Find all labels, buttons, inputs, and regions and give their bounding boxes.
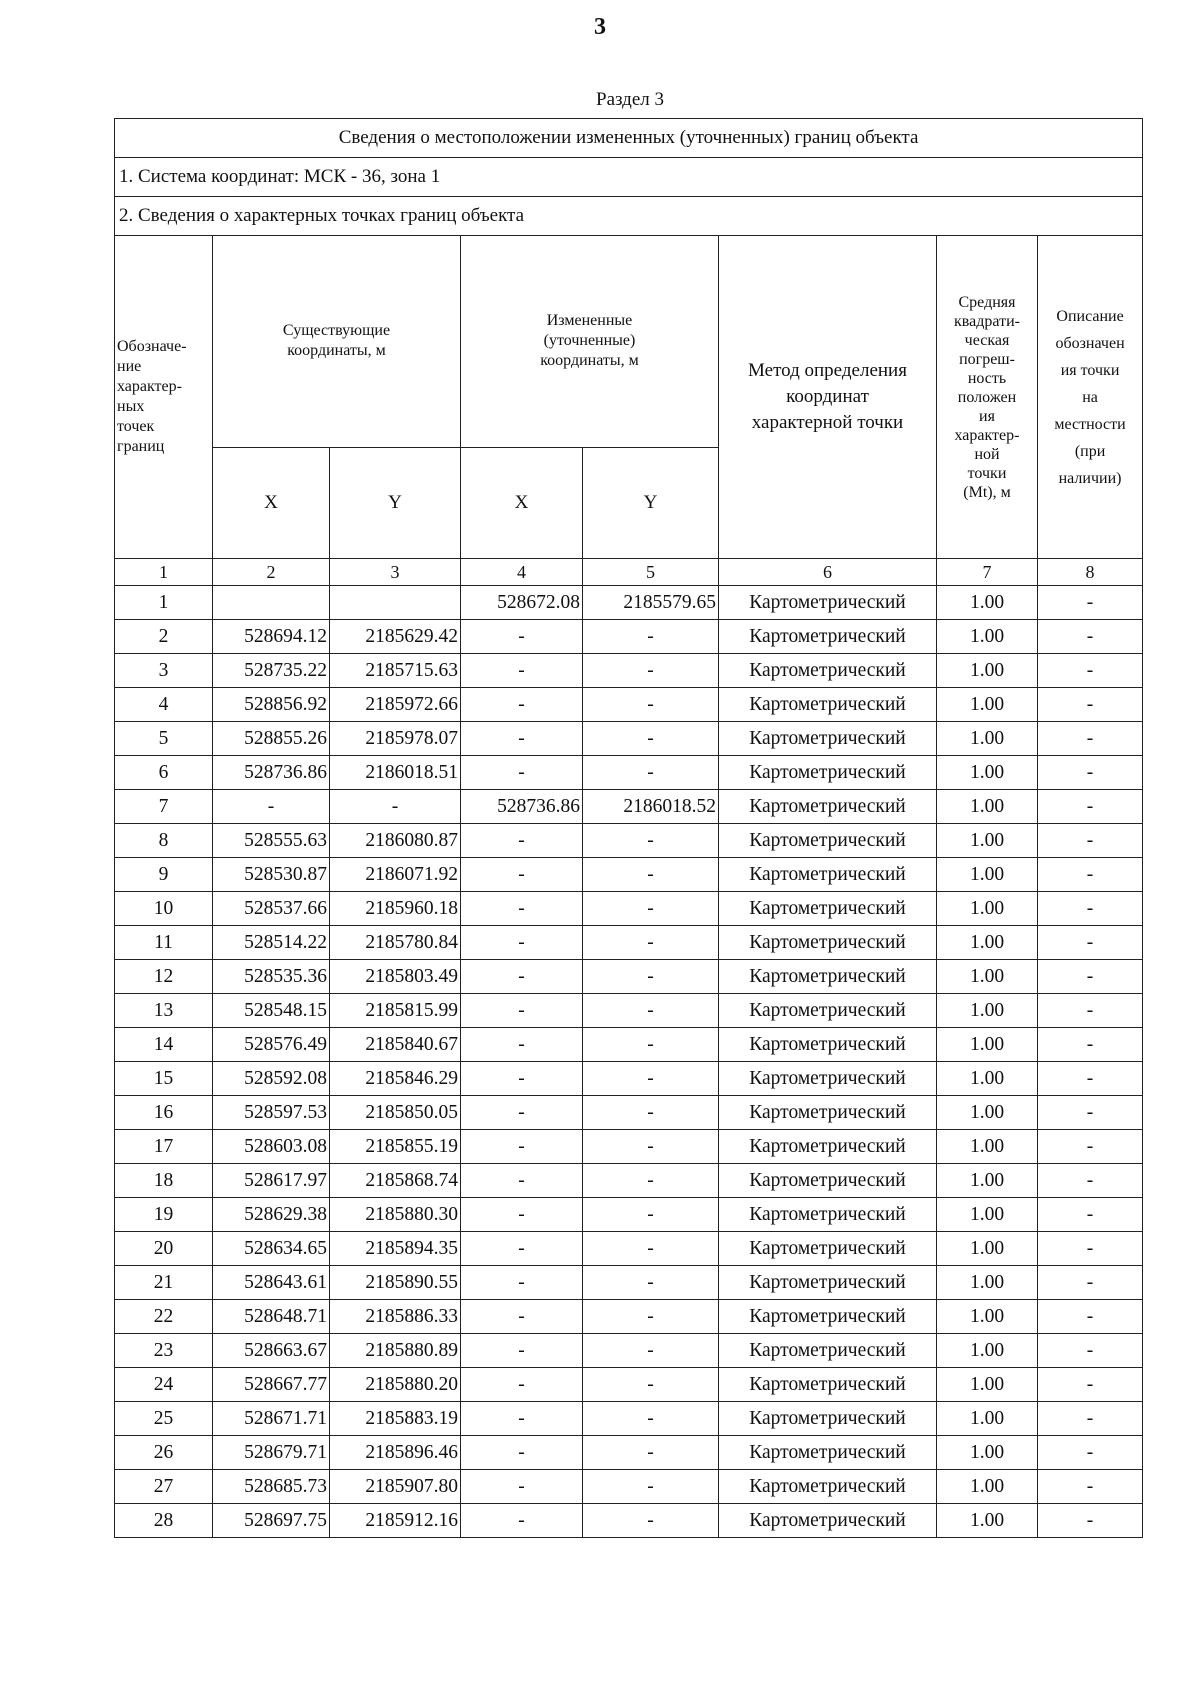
description: - <box>1038 858 1143 892</box>
description: - <box>1038 824 1143 858</box>
mean-error: 1.00 <box>937 824 1038 858</box>
method: Картометрический <box>719 960 937 994</box>
changed-y: - <box>583 858 719 892</box>
mean-error: 1.00 <box>937 1368 1038 1402</box>
description: - <box>1038 960 1143 994</box>
existing-y: 2185896.46 <box>330 1436 461 1470</box>
method: Картометрический <box>719 926 937 960</box>
description: - <box>1038 790 1143 824</box>
changed-x: - <box>461 1266 583 1300</box>
method: Картометрический <box>719 1368 937 1402</box>
mean-error: 1.00 <box>937 892 1038 926</box>
description: - <box>1038 1300 1143 1334</box>
method: Картометрический <box>719 1470 937 1504</box>
method: Картометрический <box>719 722 937 756</box>
column-number: 4 <box>461 559 583 586</box>
changed-x: - <box>461 994 583 1028</box>
changed-y: - <box>583 1028 719 1062</box>
table-row <box>115 1232 1143 1266</box>
description: - <box>1038 1096 1143 1130</box>
changed-y: - <box>583 1436 719 1470</box>
mean-error: 1.00 <box>937 620 1038 654</box>
changed-x: - <box>461 1470 583 1504</box>
existing-x: 528555.63 <box>213 824 330 858</box>
existing-y: 2185868.74 <box>330 1164 461 1198</box>
changed-y: - <box>583 1130 719 1164</box>
table-row <box>115 960 1143 994</box>
changed-y: - <box>583 620 719 654</box>
mean-error: 1.00 <box>937 1504 1038 1538</box>
existing-x: 528855.26 <box>213 722 330 756</box>
existing-y: 2185978.07 <box>330 722 461 756</box>
existing-x: 528685.73 <box>213 1470 330 1504</box>
changed-x: - <box>461 1300 583 1334</box>
existing-y: 2185886.33 <box>330 1300 461 1334</box>
table-row <box>115 1130 1143 1164</box>
description: - <box>1038 926 1143 960</box>
table-row <box>115 1300 1143 1334</box>
point-number: 8 <box>115 824 213 858</box>
method: Картометрический <box>719 1266 937 1300</box>
changed-y: - <box>583 1368 719 1402</box>
changed-x: - <box>461 1334 583 1368</box>
mean-error: 1.00 <box>937 994 1038 1028</box>
existing-y: - <box>330 790 461 824</box>
point-number: 3 <box>115 654 213 688</box>
method: Картометрический <box>719 1164 937 1198</box>
existing-y: 2185972.66 <box>330 688 461 722</box>
changed-y: - <box>583 960 719 994</box>
column-number: 7 <box>937 559 1038 586</box>
mean-error: 1.00 <box>937 756 1038 790</box>
table-row <box>115 1266 1143 1300</box>
changed-y: - <box>583 1232 719 1266</box>
method: Картометрический <box>719 1198 937 1232</box>
changed-y: - <box>583 654 719 688</box>
table-row <box>115 1504 1143 1538</box>
method: Картометрический <box>719 586 937 620</box>
description: - <box>1038 1062 1143 1096</box>
mean-error: 1.00 <box>937 722 1038 756</box>
method: Картометрический <box>719 1504 937 1538</box>
existing-x: 528694.12 <box>213 620 330 654</box>
coordinate-system-row <box>115 158 1143 197</box>
mean-error: 1.00 <box>937 1300 1038 1334</box>
point-number: 7 <box>115 790 213 824</box>
table-title-row <box>115 119 1143 158</box>
table-row <box>115 620 1143 654</box>
table-row <box>115 1096 1143 1130</box>
mean-error: 1.00 <box>937 688 1038 722</box>
point-number: 28 <box>115 1504 213 1538</box>
table-row <box>115 824 1143 858</box>
mean-error: 1.00 <box>937 586 1038 620</box>
table-row <box>115 1198 1143 1232</box>
existing-y: 2185880.89 <box>330 1334 461 1368</box>
changed-x: - <box>461 1198 583 1232</box>
table-row <box>115 994 1143 1028</box>
existing-x: - <box>213 790 330 824</box>
existing-y: 2185907.80 <box>330 1470 461 1504</box>
changed-x: - <box>461 688 583 722</box>
existing-y: 2186071.92 <box>330 858 461 892</box>
table-row <box>115 1470 1143 1504</box>
changed-y: - <box>583 824 719 858</box>
point-number: 5 <box>115 722 213 756</box>
description: - <box>1038 586 1143 620</box>
description: - <box>1038 994 1143 1028</box>
changed-y: 2186018.52 <box>583 790 719 824</box>
point-number: 23 <box>115 1334 213 1368</box>
changed-x: - <box>461 756 583 790</box>
existing-x <box>213 586 330 620</box>
header-changed-y: Y <box>583 447 719 558</box>
method: Картометрический <box>719 1402 937 1436</box>
header-description: Описание обозначен ия точки на местности (при наличии) <box>1038 236 1143 559</box>
existing-x: 528648.71 <box>213 1300 330 1334</box>
mean-error: 1.00 <box>937 1164 1038 1198</box>
description: - <box>1038 1436 1143 1470</box>
existing-y: 2185855.19 <box>330 1130 461 1164</box>
method: Картометрический <box>719 1334 937 1368</box>
changed-x: - <box>461 722 583 756</box>
mean-error: 1.00 <box>937 1470 1038 1504</box>
point-number: 18 <box>115 1164 213 1198</box>
existing-y: 2185912.16 <box>330 1504 461 1538</box>
existing-x: 528634.65 <box>213 1232 330 1266</box>
table-body <box>115 119 1143 586</box>
existing-y: 2185894.35 <box>330 1232 461 1266</box>
description: - <box>1038 1504 1143 1538</box>
description: - <box>1038 1334 1143 1368</box>
header-changed-x: X <box>461 447 583 558</box>
existing-x: 528603.08 <box>213 1130 330 1164</box>
point-number: 26 <box>115 1436 213 1470</box>
point-number: 6 <box>115 756 213 790</box>
changed-x: - <box>461 1504 583 1538</box>
table-row <box>115 756 1143 790</box>
changed-x: - <box>461 620 583 654</box>
method: Картометрический <box>719 1300 937 1334</box>
existing-y: 2185890.55 <box>330 1266 461 1300</box>
table-row <box>115 858 1143 892</box>
existing-y: 2185815.99 <box>330 994 461 1028</box>
table-row <box>115 790 1143 824</box>
column-number: 6 <box>719 559 937 586</box>
existing-y: 2185880.30 <box>330 1198 461 1232</box>
changed-x: - <box>461 1164 583 1198</box>
mean-error: 1.00 <box>937 1232 1038 1266</box>
existing-x: 528548.15 <box>213 994 330 1028</box>
existing-x: 528735.22 <box>213 654 330 688</box>
method: Картометрический <box>719 892 937 926</box>
description: - <box>1038 1402 1143 1436</box>
changed-y: - <box>583 756 719 790</box>
existing-x: 528679.71 <box>213 1436 330 1470</box>
mean-error: 1.00 <box>937 1062 1038 1096</box>
coordinate-system: 1. Система координат: МСК - 36, зона 1 <box>115 158 1143 197</box>
mean-error: 1.00 <box>937 1266 1038 1300</box>
point-number: 14 <box>115 1028 213 1062</box>
existing-x: 528617.97 <box>213 1164 330 1198</box>
changed-x: - <box>461 960 583 994</box>
existing-x: 528535.36 <box>213 960 330 994</box>
header-method: Метод определения координат характерной точки <box>719 236 937 559</box>
existing-y: 2185883.19 <box>330 1402 461 1436</box>
changed-x: - <box>461 1062 583 1096</box>
point-number: 24 <box>115 1368 213 1402</box>
changed-x: - <box>461 1436 583 1470</box>
description: - <box>1038 892 1143 926</box>
description: - <box>1038 654 1143 688</box>
existing-y: 2186018.51 <box>330 756 461 790</box>
table-row <box>115 1164 1143 1198</box>
changed-y: - <box>583 1198 719 1232</box>
point-number: 25 <box>115 1402 213 1436</box>
existing-x: 528697.75 <box>213 1504 330 1538</box>
points-heading-row <box>115 197 1143 236</box>
existing-x: 528736.86 <box>213 756 330 790</box>
changed-y: - <box>583 1164 719 1198</box>
table-row <box>115 722 1143 756</box>
column-number: 2 <box>213 559 330 586</box>
point-number: 27 <box>115 1470 213 1504</box>
existing-x: 528592.08 <box>213 1062 330 1096</box>
existing-y: 2185850.05 <box>330 1096 461 1130</box>
point-number: 11 <box>115 926 213 960</box>
description: - <box>1038 1130 1143 1164</box>
method: Картометрический <box>719 1096 937 1130</box>
changed-y: - <box>583 1096 719 1130</box>
point-number: 20 <box>115 1232 213 1266</box>
point-number: 4 <box>115 688 213 722</box>
description: - <box>1038 1164 1143 1198</box>
existing-y: 2185629.42 <box>330 620 461 654</box>
changed-y: - <box>583 994 719 1028</box>
changed-x: - <box>461 1232 583 1266</box>
changed-y: - <box>583 926 719 960</box>
changed-y: - <box>583 688 719 722</box>
table-row <box>115 1062 1143 1096</box>
boundary-points-table <box>114 118 1143 1538</box>
existing-y: 2185840.67 <box>330 1028 461 1062</box>
mean-error: 1.00 <box>937 858 1038 892</box>
table-row <box>115 892 1143 926</box>
data-rows <box>115 586 1143 1538</box>
method: Картометрический <box>719 824 937 858</box>
changed-x: - <box>461 824 583 858</box>
header-row-1 <box>115 236 1143 448</box>
point-number: 10 <box>115 892 213 926</box>
existing-y: 2185880.20 <box>330 1368 461 1402</box>
mean-error: 1.00 <box>937 1402 1038 1436</box>
changed-y: - <box>583 1062 719 1096</box>
mean-error: 1.00 <box>937 926 1038 960</box>
existing-x: 528629.38 <box>213 1198 330 1232</box>
table-row <box>115 1368 1143 1402</box>
mean-error: 1.00 <box>937 1436 1038 1470</box>
existing-y: 2186080.87 <box>330 824 461 858</box>
existing-x: 528663.67 <box>213 1334 330 1368</box>
existing-y: 2185960.18 <box>330 892 461 926</box>
table-row <box>115 586 1143 620</box>
page-number: 3 <box>594 14 606 40</box>
point-number: 17 <box>115 1130 213 1164</box>
description: - <box>1038 1470 1143 1504</box>
changed-y: - <box>583 1334 719 1368</box>
description: - <box>1038 1266 1143 1300</box>
point-number: 15 <box>115 1062 213 1096</box>
table-row <box>115 688 1143 722</box>
point-number: 1 <box>115 586 213 620</box>
description: - <box>1038 1028 1143 1062</box>
description: - <box>1038 1368 1143 1402</box>
header-error: Средняя квадрати- ческая погреш- ность положен ия характер- ной точки (Mt), м <box>937 236 1038 559</box>
changed-x: 528736.86 <box>461 790 583 824</box>
method: Картометрический <box>719 1130 937 1164</box>
existing-x: 528856.92 <box>213 688 330 722</box>
description: - <box>1038 620 1143 654</box>
mean-error: 1.00 <box>937 790 1038 824</box>
method: Картометрический <box>719 756 937 790</box>
existing-x: 528597.53 <box>213 1096 330 1130</box>
changed-x: - <box>461 1368 583 1402</box>
method: Картометрический <box>719 1232 937 1266</box>
method: Картометрический <box>719 790 937 824</box>
mean-error: 1.00 <box>937 1334 1038 1368</box>
existing-x: 528643.61 <box>213 1266 330 1300</box>
changed-y: 2185579.65 <box>583 586 719 620</box>
changed-x: 528672.08 <box>461 586 583 620</box>
mean-error: 1.00 <box>937 654 1038 688</box>
method: Картометрический <box>719 688 937 722</box>
method: Картометрический <box>719 858 937 892</box>
changed-y: - <box>583 1266 719 1300</box>
existing-x: 528537.66 <box>213 892 330 926</box>
existing-x: 528667.77 <box>213 1368 330 1402</box>
changed-y: - <box>583 1402 719 1436</box>
description: - <box>1038 688 1143 722</box>
description: - <box>1038 1232 1143 1266</box>
existing-y: 2185780.84 <box>330 926 461 960</box>
changed-x: - <box>461 892 583 926</box>
point-number: 21 <box>115 1266 213 1300</box>
changed-y: - <box>583 1300 719 1334</box>
existing-x: 528671.71 <box>213 1402 330 1436</box>
changed-x: - <box>461 926 583 960</box>
changed-x: - <box>461 1096 583 1130</box>
existing-y: 2185715.63 <box>330 654 461 688</box>
method: Картометрический <box>719 994 937 1028</box>
point-number: 16 <box>115 1096 213 1130</box>
points-heading: 2. Сведения о характерных точках границ объекта <box>115 197 1143 236</box>
header-changed: Измененные (уточненные) координаты, м <box>461 236 719 448</box>
mean-error: 1.00 <box>937 1198 1038 1232</box>
column-number: 1 <box>115 559 213 586</box>
changed-y: - <box>583 722 719 756</box>
point-number: 19 <box>115 1198 213 1232</box>
table-row <box>115 1436 1143 1470</box>
header-existing-y: Y <box>330 447 461 558</box>
changed-x: - <box>461 858 583 892</box>
description: - <box>1038 1198 1143 1232</box>
changed-y: - <box>583 1504 719 1538</box>
existing-y <box>330 586 461 620</box>
existing-y: 2185803.49 <box>330 960 461 994</box>
changed-x: - <box>461 1130 583 1164</box>
method: Картометрический <box>719 1062 937 1096</box>
table-row <box>115 654 1143 688</box>
table-title: Сведения о местоположении измененных (уточненных) границ объекта <box>115 119 1143 158</box>
table-row <box>115 1402 1143 1436</box>
description: - <box>1038 756 1143 790</box>
changed-x: - <box>461 1028 583 1062</box>
method: Картометрический <box>719 1028 937 1062</box>
column-number-row <box>115 559 1143 586</box>
existing-x: 528514.22 <box>213 926 330 960</box>
point-number: 22 <box>115 1300 213 1334</box>
point-number: 2 <box>115 620 213 654</box>
method: Картометрический <box>719 654 937 688</box>
changed-x: - <box>461 654 583 688</box>
column-number: 8 <box>1038 559 1143 586</box>
table-row <box>115 1334 1143 1368</box>
existing-x: 528530.87 <box>213 858 330 892</box>
column-number: 3 <box>330 559 461 586</box>
table-row <box>115 1028 1143 1062</box>
mean-error: 1.00 <box>937 1028 1038 1062</box>
point-number: 12 <box>115 960 213 994</box>
mean-error: 1.00 <box>937 1130 1038 1164</box>
header-existing-x: X <box>213 447 330 558</box>
mean-error: 1.00 <box>937 1096 1038 1130</box>
table-row <box>115 926 1143 960</box>
existing-y: 2185846.29 <box>330 1062 461 1096</box>
method: Картометрический <box>719 620 937 654</box>
changed-y: - <box>583 892 719 926</box>
method: Картометрический <box>719 1436 937 1470</box>
header-designation: Обозначе- ние характер- ных точек границ <box>115 236 213 559</box>
column-number: 5 <box>583 559 719 586</box>
point-number: 13 <box>115 994 213 1028</box>
changed-x: - <box>461 1402 583 1436</box>
description: - <box>1038 722 1143 756</box>
changed-y: - <box>583 1470 719 1504</box>
existing-x: 528576.49 <box>213 1028 330 1062</box>
point-number: 9 <box>115 858 213 892</box>
mean-error: 1.00 <box>937 960 1038 994</box>
header-existing: Существующие координаты, м <box>213 236 461 448</box>
section-label: Раздел 3 <box>596 89 664 110</box>
